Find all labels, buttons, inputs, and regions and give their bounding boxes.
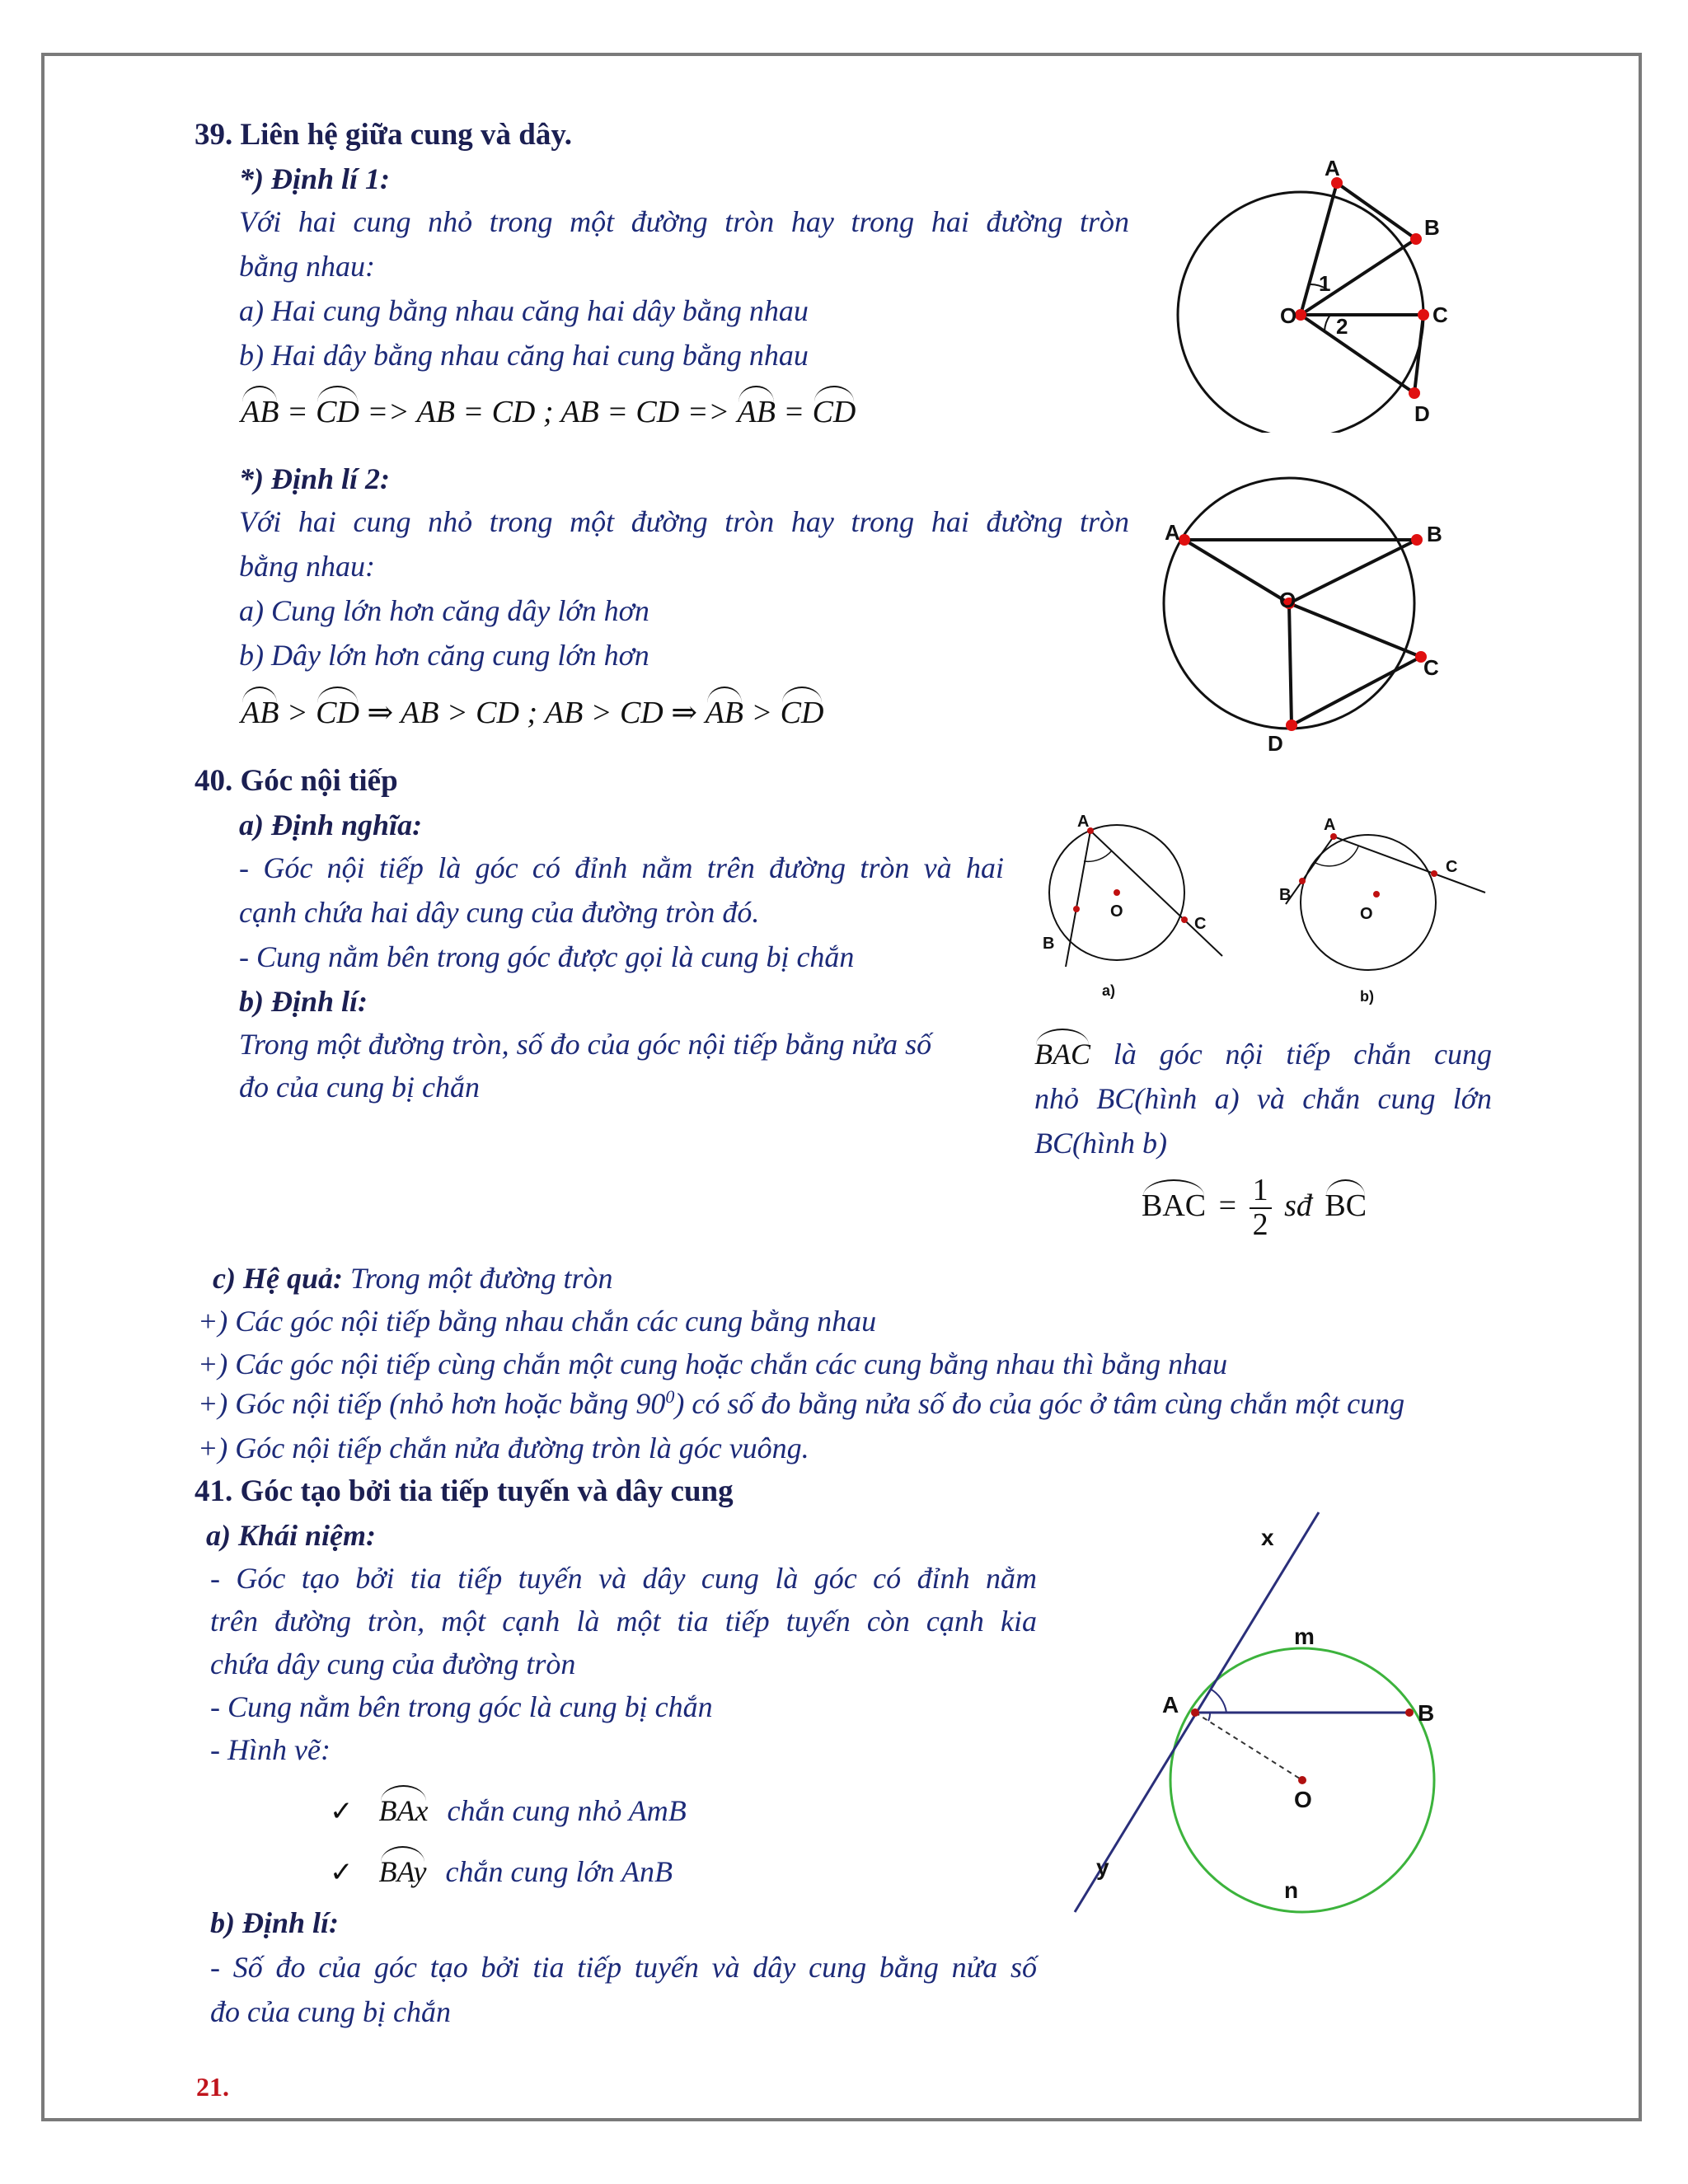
svg-text:D: D <box>1268 731 1283 756</box>
corollary-2: +) Các góc nội tiếp cùng chắn một cung hoặc chắn các cung bằng nhau thì bằng nhau <box>198 1347 1228 1380</box>
figure-theorem-1 <box>1154 152 1500 433</box>
theorem-2-part-a: a) Cung lớn hơn căng dây lớn hơn <box>239 594 649 627</box>
svg-text:b): b) <box>1360 988 1374 1005</box>
theorem-inscribed-title: b) Định lí: <box>239 985 368 1018</box>
definition-line-3: - Cung nằm bên trong góc được gọi là cung bị chắn <box>239 940 855 973</box>
corollary-3: +) Góc nội tiếp (nhỏ hơn hoặc bằng $90^0$) có số đo bằng nửa số đo của góc ở tâm cùng chắn một cung <box>198 1386 1405 1420</box>
svg-text:A: A <box>1165 520 1180 545</box>
svg-text:n: n <box>1284 1877 1299 1903</box>
corollary-title: c) Hệ quả: <box>213 1262 343 1295</box>
theorem-1-intro: Với hai cung nhỏ trong một đường tròn hay trong hai đường tròn <box>239 205 1129 238</box>
figure-inscribed-b <box>1269 804 1500 1014</box>
svg-text:B: B <box>1424 215 1440 240</box>
note-line-3: BC(hình b) <box>1034 1127 1167 1160</box>
bullet-bax: ✓ BAx chắn cung nhỏ AmB <box>330 1794 687 1828</box>
svg-text:O: O <box>1360 905 1373 923</box>
tangent-theorem-line-2: đo của cung bị chắn <box>210 1995 451 2028</box>
svg-text:B: B <box>1043 935 1055 953</box>
svg-text:x: x <box>1261 1525 1274 1550</box>
inscribed-angle-formula: BAC = $\frac{1}{2}$ sđ BC <box>1142 1173 1367 1242</box>
check-icon: ✓ <box>330 1856 354 1889</box>
svg-text:C: C <box>1423 655 1439 680</box>
svg-text:O: O <box>1110 902 1123 921</box>
svg-text:A: A <box>1162 1692 1179 1718</box>
concept-title: a) Khái niệm: <box>206 1519 377 1552</box>
section-40-title: 40. Góc nội tiếp <box>195 764 398 798</box>
svg-text:B: B <box>1418 1700 1435 1726</box>
svg-text:O: O <box>1280 303 1297 328</box>
section-41-title: 41. Góc tạo bởi tia tiếp tuyến và dây cung <box>195 1474 734 1508</box>
figure-tangent-chord <box>1063 1504 1451 1933</box>
theorem-2-formula: AB > CD ⇒ AB > CD ; AB > CD ⇒ AB > CD <box>241 696 824 730</box>
svg-text:A: A <box>1325 156 1340 180</box>
svg-text:B: B <box>1279 886 1292 904</box>
theorem-1-formula: AB = CD => AB = CD ; AB = CD => AB = CD <box>241 395 856 429</box>
angle-bac: BAC <box>1034 1038 1090 1071</box>
svg-text:y: y <box>1096 1854 1109 1880</box>
theorem-2-part-b: b) Dây lớn hơn căng cung lớn hơn <box>239 639 649 672</box>
theorem-1-part-a: a) Hai cung bằng nhau căng hai dây bằng nhau <box>239 294 809 327</box>
note-line-2: nhỏ BC(hình a) và chắn cung lớn <box>1034 1082 1492 1115</box>
svg-text:O: O <box>1294 1787 1312 1812</box>
svg-text:1: 1 <box>1319 271 1331 296</box>
concept-line-2: trên đường tròn, một cạnh là một tia tiếp tuyến còn cạnh kia <box>210 1605 1037 1638</box>
svg-text:B: B <box>1427 522 1442 546</box>
svg-text:C: C <box>1432 302 1448 327</box>
theorem-inscribed-line-2: đo của cung bị chắn <box>239 1071 480 1104</box>
bullet-bay: ✓ BAy chắn cung lớn AnB <box>330 1855 673 1889</box>
figure-theorem-2 <box>1150 457 1496 762</box>
corollary-4: +) Góc nội tiếp chắn nửa đường tròn là góc vuông. <box>198 1432 809 1465</box>
concept-line-5: - Hình vẽ: <box>210 1733 331 1766</box>
svg-text:A: A <box>1324 816 1336 834</box>
page-number: 21. <box>196 2072 229 2102</box>
theorem-inscribed-line-1: Trong một đường tròn, số đo của góc nội tiếp bằng nửa số <box>239 1028 932 1061</box>
note-line-1: BAC là góc nội tiếp chắn cung <box>1034 1038 1493 1071</box>
check-icon: ✓ <box>330 1795 354 1828</box>
concept-line-4: - Cung nằm bên trong góc là cung bị chắn <box>210 1690 713 1723</box>
svg-text:A: A <box>1077 813 1090 831</box>
arc-ab: AB <box>241 395 279 429</box>
corollary-1: +) Các góc nội tiếp bằng nhau chắn các cung bằng nhau <box>198 1305 877 1338</box>
tangent-theorem-title: b) Định lí: <box>210 1906 340 1939</box>
definition-title: a) Định nghĩa: <box>239 808 423 841</box>
figure-inscribed-a <box>1026 804 1240 1014</box>
theorem-2-intro: Với hai cung nhỏ trong một đường tròn hay trong hai đường tròn <box>239 505 1129 538</box>
corollary-intro: Trong một đường tròn <box>349 1262 613 1295</box>
corollary-heading <box>213 1261 613 1296</box>
concept-line-1: - Góc tạo bởi tia tiếp tuyến và dây cung là góc có đỉnh nằm <box>210 1562 1037 1595</box>
theorem-1-title: *) Định lí 1: <box>239 162 391 195</box>
theorem-1-part-b: b) Hai dây bằng nhau căng hai cung bằng nhau <box>239 339 809 372</box>
section-39-title: 39. Liên hệ giữa cung và dây. <box>195 118 573 152</box>
svg-text:2: 2 <box>1336 314 1348 339</box>
svg-text:m: m <box>1294 1624 1315 1649</box>
svg-text:C: C <box>1446 858 1458 876</box>
theorem-1-intro-cont: bằng nhau: <box>239 250 375 283</box>
svg-text:a): a) <box>1102 982 1116 999</box>
theorem-2-intro-cont: bằng nhau: <box>239 550 375 583</box>
svg-text:D: D <box>1414 401 1430 426</box>
definition-line-2: cạnh chứa hai dây cung của đường tròn đó. <box>239 896 760 929</box>
theorem-2-title: *) Định lí 2: <box>239 462 391 495</box>
definition-line-1: - Góc nội tiếp là góc có đỉnh nằm trên đường tròn và hai <box>239 851 1004 884</box>
arc-cd: CD <box>316 395 359 429</box>
svg-text:O: O <box>1279 588 1296 612</box>
concept-line-3: chứa dây cung của đường tròn <box>210 1647 576 1680</box>
svg-text:C: C <box>1194 915 1207 933</box>
tangent-theorem-line-1: - Số đo của góc tạo bởi tia tiếp tuyến và dây cung bằng nửa số <box>210 1951 1037 1984</box>
